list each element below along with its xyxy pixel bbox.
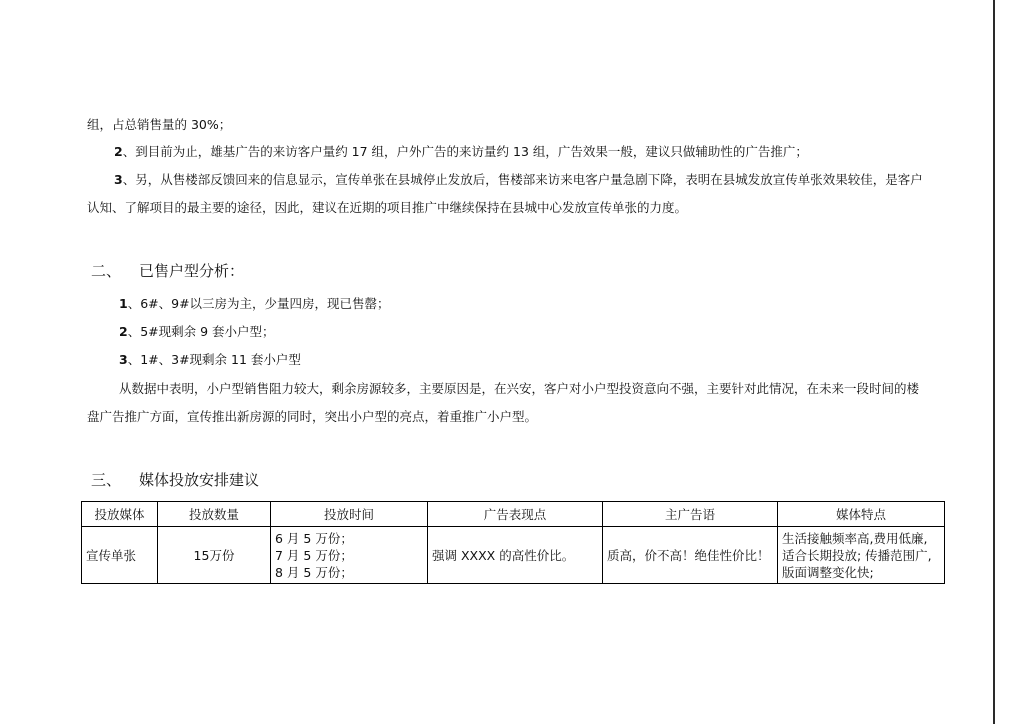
item-3-text: 、另，从售楼部反馈回来的信息显示，宣传单张在县城停止发放后，售楼部来访来电客户量急剧下降，表明在县城发放宣传单张效果较佳，是客户 [122, 172, 923, 187]
header-features: 媒体特点 [778, 502, 945, 527]
item-3-line-2: 认知、了解项目的最主要的途径，因此，建议在近期的项目推广中继续保持在县城中心发放宣传单张的力度。 [87, 200, 688, 215]
header-quantity: 投放数量 [158, 502, 271, 527]
time-line: 7 月 5 万份； [275, 547, 353, 563]
item-2-number: 2 [114, 144, 123, 159]
sold-item-3-text: 、1#、3#现剩余 11 套小户型 [127, 352, 301, 367]
cell-slogan: 质高，价不高！绝佳性价比！ [603, 527, 778, 584]
cell-media: 宣传单张 [82, 527, 158, 584]
time-line: 8 月 5 万份； [275, 564, 353, 580]
cell-quantity: 15万份 [158, 527, 271, 584]
section-2-heading [91, 261, 244, 281]
feature-line: 适合长期投放; 传播范围广, [782, 547, 932, 563]
sold-item-1-text: 、6#、9#以三房为主，少量四房，现已售罄； [127, 296, 390, 311]
table-row [82, 527, 945, 584]
item-2-paragraph [114, 143, 808, 161]
analysis-line-1: 从数据中表明，小户型销售阻力较大，剩余房源较多，主要原因是，在兴安，客户对小户型投资意向不强，主要针对此情况，在未来一段时间的楼 [119, 381, 920, 396]
header-media: 投放媒体 [82, 502, 158, 527]
item-3-number: 3 [114, 172, 123, 187]
page-edge-line [993, 0, 995, 724]
item-3-line-1 [114, 171, 923, 189]
sold-item-2-text: 、5#现剩余 9 套小户型； [127, 324, 275, 339]
sold-item-3 [119, 351, 301, 369]
sold-item-1 [119, 295, 390, 313]
paragraph-continuation: 组，占总销售量的 30%； [87, 117, 232, 132]
sold-item-2-number: 2 [119, 324, 128, 339]
feature-line: 版面调整变化快; [782, 564, 874, 580]
sold-item-1-number: 1 [119, 296, 128, 311]
table-header-row [82, 502, 945, 527]
section-2-number: 二、 [91, 262, 122, 280]
time-line: 6 月 5 万份； [275, 530, 353, 546]
section-3-number: 三、 [91, 471, 122, 489]
section-3-title: 媒体投放安排建议 [139, 471, 260, 489]
cell-time [271, 527, 428, 584]
analysis-line-2: 盘广告推广方面，宣传推出新房源的同时，突出小户型的亮点，着重推广小户型。 [87, 409, 538, 424]
sold-item-3-number: 3 [119, 352, 128, 367]
feature-line: 生活接触频率高,费用低廉, [782, 530, 928, 546]
media-plan-table [81, 501, 945, 584]
header-ad-point: 广告表现点 [428, 502, 603, 527]
cell-ad-point: 强调 XXXX 的高性价比。 [428, 527, 603, 584]
section-3-heading [91, 470, 259, 490]
cell-features [778, 527, 945, 584]
sold-item-2 [119, 323, 275, 341]
header-slogan: 主广告语 [603, 502, 778, 527]
item-2-text: 、到目前为止，雄基广告的来访客户量约 17 组，户外广告的来访量约 13 组，广告效果一般，建议只做辅助性的广告推广； [122, 144, 808, 159]
section-2-title: 已售户型分析： [139, 262, 245, 280]
header-time: 投放时间 [271, 502, 428, 527]
